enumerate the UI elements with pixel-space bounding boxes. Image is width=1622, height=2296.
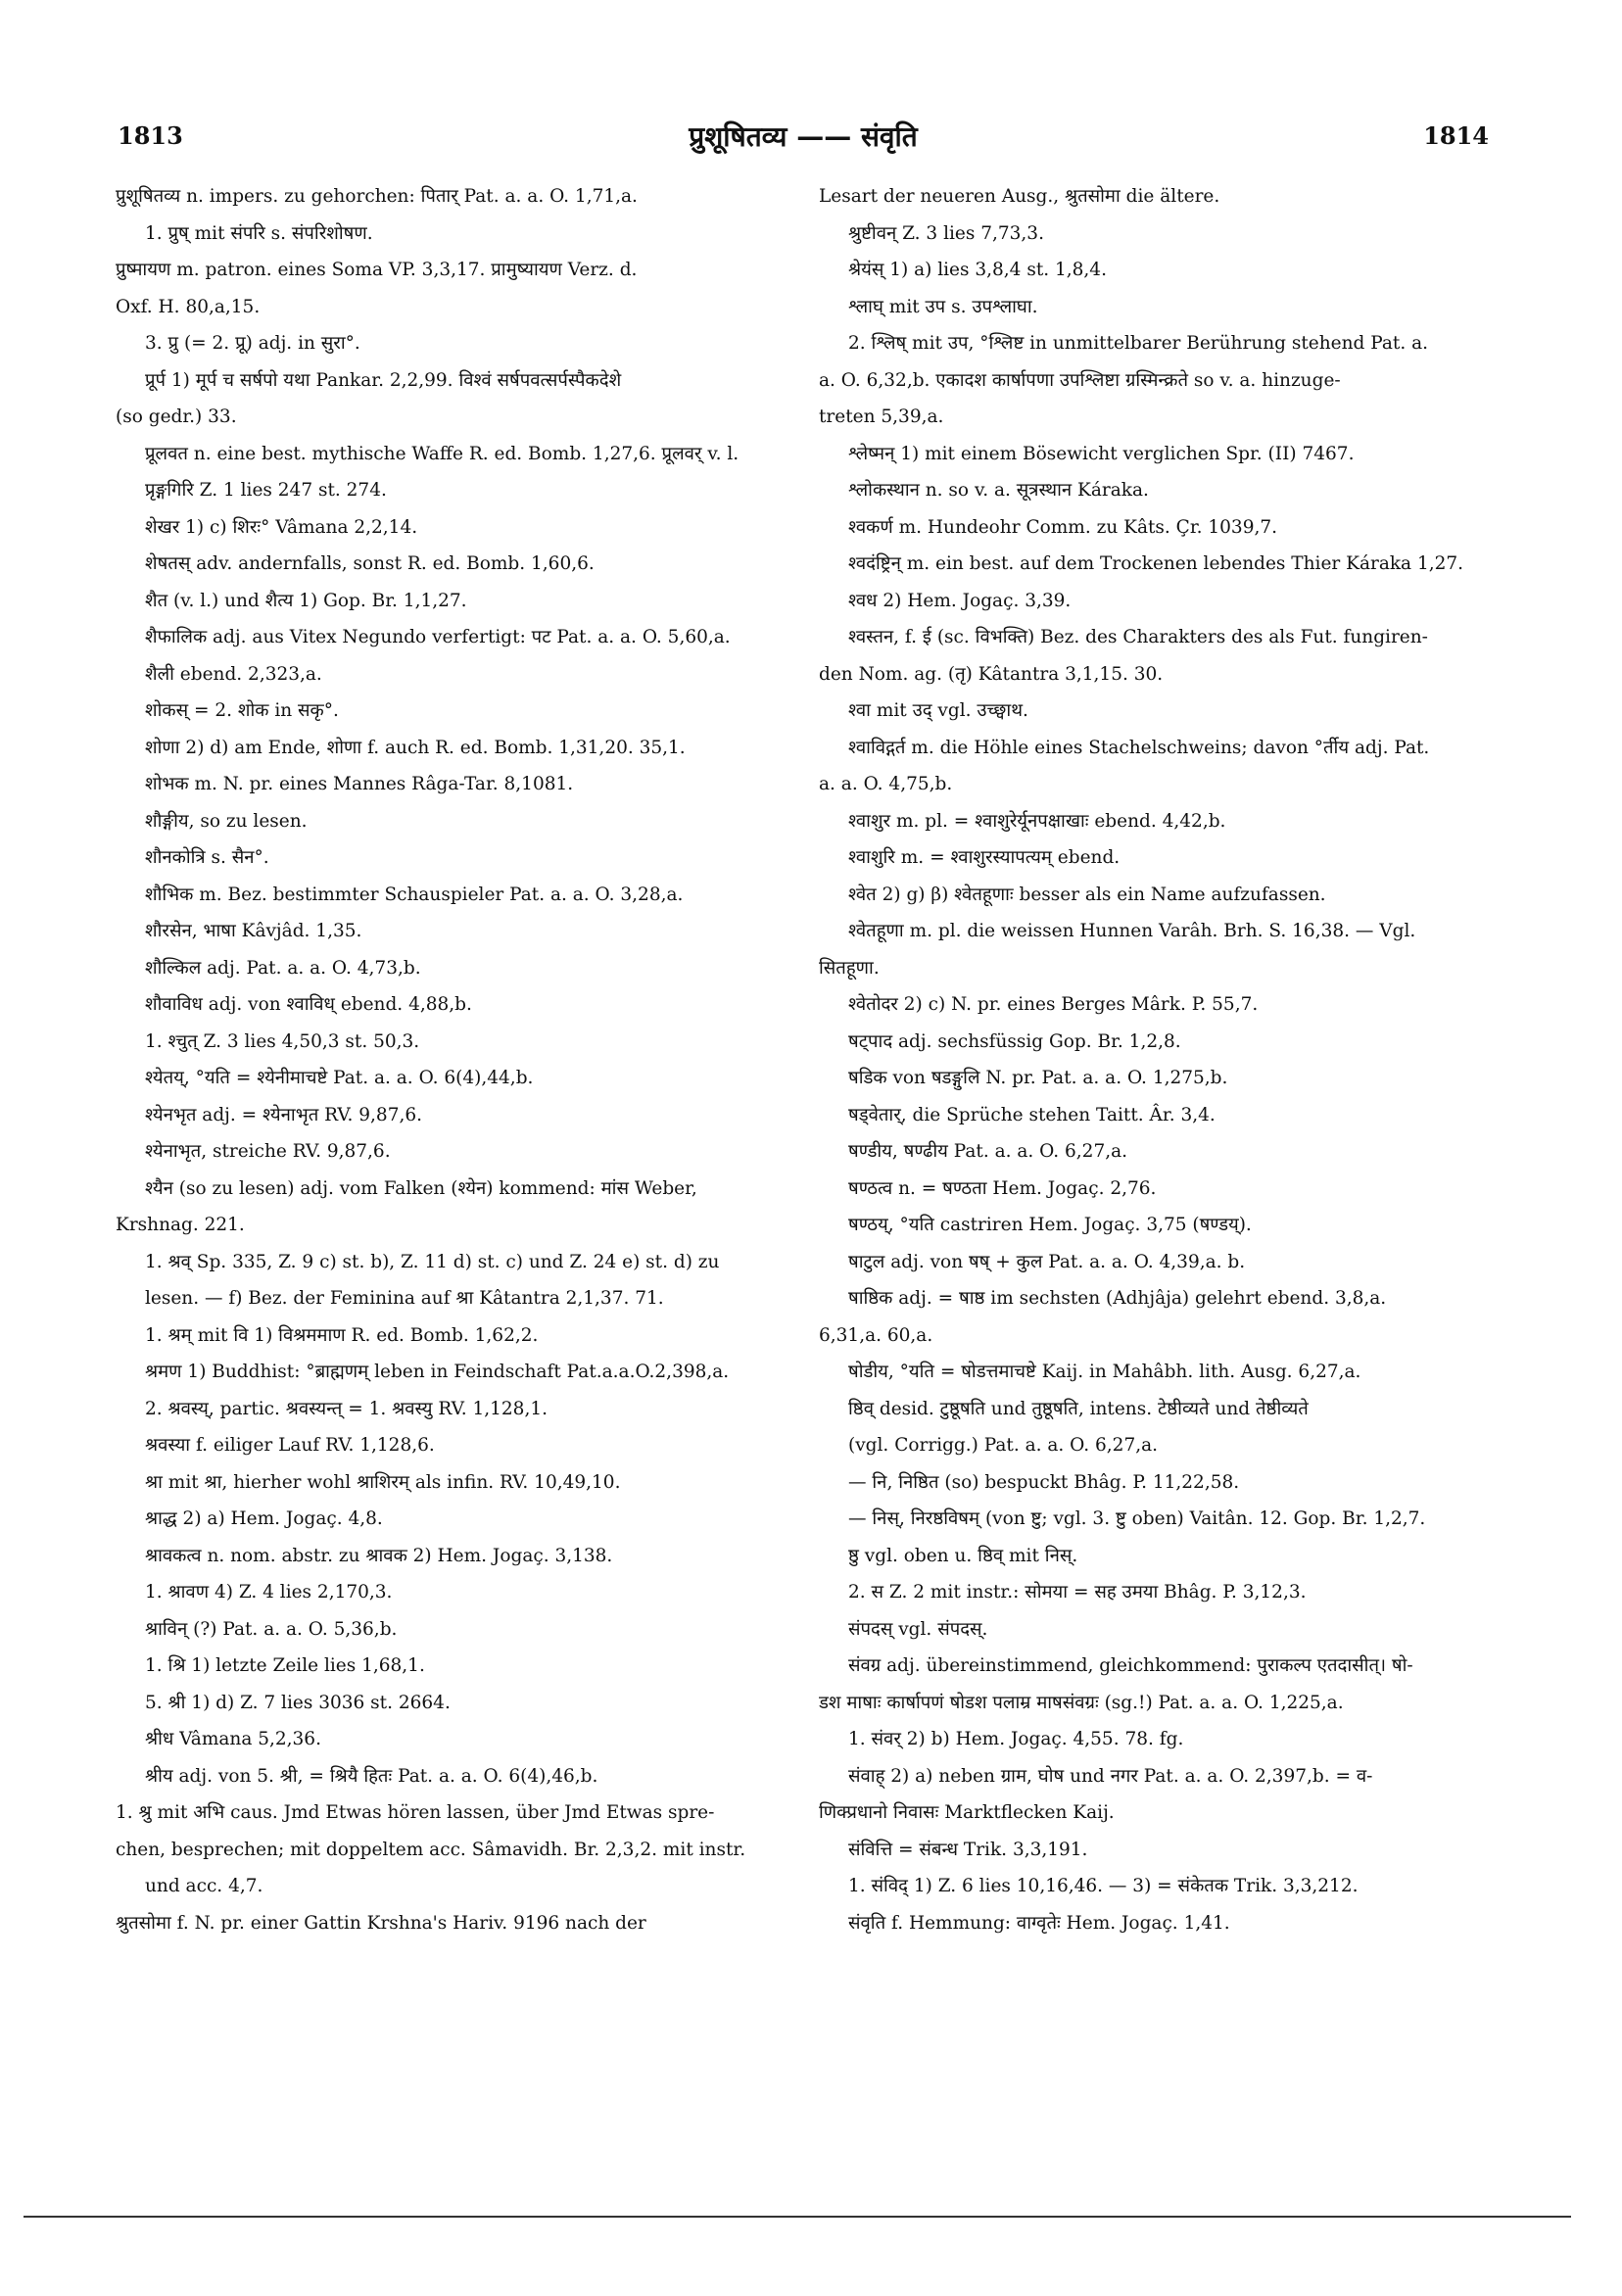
dictionary-line: श्रीध Vâmana 5,2,36. [145, 1729, 321, 1749]
dictionary-line: श्राद्ध 2) a) Hem. Jogaç. 4,8. [145, 1508, 383, 1529]
dictionary-line: 6,31,a. 60,a. [819, 1324, 933, 1346]
dictionary-line: (vgl. Corrigg.) Pat. a. a. O. 6,27,a. [848, 1435, 1158, 1456]
dictionary-line: संवाह् 2) a) neben ग्राम, घोष und नगर Pat. a. a. O. 2,397,b. = व- [848, 1765, 1373, 1787]
dictionary-line: श्वाशुर m. pl. = श्वाशुरेर्यूनपक्षाखाः ebend. 4,42,b. [848, 810, 1226, 832]
dictionary-line: Krshnag. 221. [116, 1215, 245, 1235]
dictionary-line: श्येनाभृत, streiche RV. 9,87,6. [145, 1141, 391, 1162]
dictionary-line: Lesart der neueren Ausg., श्रुतसोमा die ältere. [819, 186, 1220, 207]
dictionary-line: श्रुष्टीवन् Z. 3 lies 7,73,3. [848, 222, 1044, 244]
running-head: प्रुशूषितव्य —— संवृति [689, 120, 918, 153]
dictionary-line: Oxf. H. 80,a,15. [116, 296, 261, 317]
dictionary-line: श्राविन् (?) Pat. a. a. O. 5,36,b. [145, 1618, 398, 1640]
dictionary-line: षाटुल adj. von षष् + कुल Pat. a. a. O. 4,39,a. b. [848, 1251, 1246, 1272]
dictionary-line: a. O. 6,32,b. एकादश कार्षापणा उपश्लिष्टा ग्रस्मिन्क्रते so v. a. hinzuge- [819, 369, 1341, 391]
dictionary-line: und acc. 4,7. [145, 1876, 263, 1896]
dictionary-line: श्वा mit उद् vgl. उच्छ्वाथ. [848, 700, 1028, 721]
dictionary-line: श्वेतोदर 2) c) N. pr. eines Berges Mârk. P. 55,7. [848, 994, 1259, 1015]
dictionary-line: श्येनभृत adj. = श्येनाभृत RV. 9,87,6. [145, 1104, 423, 1125]
dictionary-line: a. a. O. 4,75,b. [819, 774, 953, 794]
dictionary-line: den Nom. ag. (तृ) Kâtantra 3,1,15. 30. [819, 663, 1164, 685]
dictionary-line: ष्ठिव् desid. टुष्ठूषति und तुष्ठूषति, intens. टेष्ठीव्यते und तेष्ठीव्यते [848, 1398, 1309, 1419]
dictionary-line: प्रूलवत n. eine best. mythische Waffe R. ed. Bomb. 1,27,6. प्रूलवर् v. l. [145, 443, 739, 464]
dictionary-line: श्लाघ् mit उप s. उपश्लाघा. [848, 296, 1038, 317]
dictionary-line: (so gedr.) 33. [116, 407, 237, 427]
dictionary-line: 1. श्चुत् Z. 3 lies 4,50,3 st. 50,3. [145, 1030, 420, 1052]
dictionary-line: chen, besprechen; mit doppeltem acc. Sâmavidh. Br. 2,3,2. mit instr. [116, 1839, 746, 1860]
dictionary-line: श्लेष्मन् 1) mit einem Bösewicht verglichen Spr. (II) 7467. [848, 443, 1355, 464]
dictionary-line: 3. प्रु (= 2. प्रू) adj. in सुरा°. [145, 333, 360, 354]
dictionary-line: 1. संवर् 2) b) Hem. Jogaç. 4,55. 78. fg. [848, 1729, 1184, 1749]
bottom-rule [24, 2216, 1571, 2218]
dictionary-line: श्रावकत्व n. nom. abstr. zu श्रावक 2) Hem. Jogaç. 3,138. [145, 1545, 613, 1566]
dictionary-line: संवित्ति = संबन्ध Trik. 3,3,191. [848, 1839, 1088, 1860]
dictionary-line: षाष्ठिक adj. = षाष्ठ im sechsten (Adhjâja) gelehrt ebend. 3,8,a. [848, 1288, 1387, 1309]
dictionary-line: प्रुष्मायण m. patron. eines Soma VP. 3,3,17. प्रामुष्यायण Verz. d. [116, 260, 638, 280]
dictionary-line: शौरसेन, भाषा Kâvjâd. 1,35. [145, 921, 362, 941]
dictionary-line: षट्पाद adj. sechsfüssig Gop. Br. 1,2,8. [848, 1030, 1181, 1052]
page-number-left: 1813 [118, 121, 183, 150]
dictionary-line: षण्ठय्, °यति castriren Hem. Jogaç. 3,75 (षण्डय्). [848, 1215, 1252, 1235]
dictionary-line: 1. श्रम् mit वि 1) विश्रममाण R. ed. Bomb. 1,62,2. [145, 1324, 539, 1346]
dictionary-line: श्लोकस्थान n. so v. a. सूत्रस्थान Káraka. [848, 480, 1149, 501]
dictionary-line: शौवाविध adj. von श्वाविध् ebend. 4,88,b. [145, 994, 472, 1015]
dictionary-line: णिक्प्रधानो निवासः Marktflecken Kaij. [819, 1802, 1115, 1823]
dictionary-line: ष्ठु vgl. oben u. ष्ठिव् mit निस्. [848, 1545, 1078, 1566]
dictionary-line: 1. प्रुष् mit संपरि s. संपरिशोषण. [145, 222, 373, 244]
dictionary-line: 1. श्रु mit अभि caus. Jmd Etwas hören lassen, über Jmd Etwas spre- [116, 1802, 715, 1823]
dictionary-line: श्रीय adj. von 5. श्री, = श्रियै हितः Pat. a. a. O. 6(4),46,b. [145, 1765, 598, 1787]
dictionary-line: 1. संविद् 1) Z. 6 lies 10,16,46. — 3) = संकेतक Trik. 3,3,212. [848, 1876, 1359, 1896]
dictionary-line: शेखर 1) c) शिरः° Vâmana 2,2,14. [145, 516, 418, 538]
dictionary-line: — नि, निष्ठित (so) bespuckt Bhâg. P. 11,22,58. [848, 1471, 1240, 1493]
dictionary-line: श्वाशुरि m. = श्वाशुरस्यापत्यम् ebend. [848, 847, 1121, 868]
dictionary-line: प्रूर्प 1) मूर्प च सर्षपो यथा Pankar. 2,2,99. विश्वं सर्षपवत्सर्पस्पैकदेशे [145, 369, 622, 391]
dictionary-line: 2. श्रवस्य्, partic. श्रवस्यन्त् = 1. श्रवस्यु RV. 1,128,1. [145, 1398, 548, 1419]
dictionary-line: षण्ठत्व n. = षण्ठता Hem. Jogaç. 2,76. [848, 1177, 1157, 1199]
dictionary-line: 1. श्रव् Sp. 335, Z. 9 c) st. b), Z. 11 d) st. c) und Z. 24 e) st. d) zu [145, 1251, 720, 1272]
dictionary-line: शैली ebend. 2,323,a. [145, 663, 322, 685]
dictionary-line: श्येतय्, °यति = श्येनीमाचष्टे Pat. a. a. O. 6(4),44,b. [145, 1068, 534, 1088]
dictionary-line: शौभिक m. Bez. bestimmter Schauspieler Pat. a. a. O. 3,28,a. [145, 884, 684, 905]
dictionary-line: 2. स Z. 2 mit instr.: सोमया = सह उमया Bhâg. P. 3,12,3. [848, 1582, 1307, 1602]
dictionary-line: शौनकोत्रि s. सैन°. [145, 847, 269, 868]
dictionary-line: प्रृङ्गगिरि Z. 1 lies 247 st. 274. [145, 480, 387, 501]
dictionary-line: शोणा 2) d) am Ende, शोणा f. auch R. ed. Bomb. 1,31,20. 35,1. [145, 737, 686, 758]
dictionary-line: षडिक von षडङ्गुलि N. pr. Pat. a. a. O. 1,275,b. [848, 1068, 1228, 1088]
dictionary-line: संवग्र adj. übereinstimmend, gleichkommend: पुराकल्प एतदासीत्। षो- [848, 1655, 1413, 1676]
dictionary-line: 1. श्रावण 4) Z. 4 lies 2,170,3. [145, 1582, 393, 1602]
dictionary-line: श्वेत 2) g) β) श्वेतहूणाः besser als ein Name aufzufassen. [848, 884, 1326, 905]
dictionary-line: lesen. — f) Bez. der Feminina auf श्रा Kâtantra 2,1,37. 71. [145, 1288, 664, 1309]
dictionary-line: शैफालिक adj. aus Vitex Negundo verfertigt: पट Pat. a. a. O. 5,60,a. [145, 627, 731, 647]
dictionary-line: श्वदंष्ट्रिन् m. ein best. auf dem Trockenen lebendes Thier Káraka 1,27. [848, 553, 1464, 574]
dictionary-line: षण्डीय, षण्ढीय Pat. a. a. O. 6,27,a. [848, 1141, 1128, 1162]
dictionary-line: 1. श्रि 1) letzte Zeile lies 1,68,1. [145, 1655, 425, 1676]
dictionary-line: श्रेयंस् 1) a) lies 3,8,4 st. 1,8,4. [848, 260, 1107, 280]
page-number-right: 1814 [1423, 121, 1489, 150]
dictionary-line: षड्वेतार्, die Sprüche stehen Taitt. Âr. 3,4. [848, 1104, 1216, 1125]
left-column [116, 178, 782, 1941]
dictionary-line: शौल्किल adj. Pat. a. a. O. 4,73,b. [145, 957, 421, 979]
dictionary-line: सितहूणा. [819, 957, 880, 979]
dictionary-line: शेषतस् adv. andernfalls, sonst R. ed. Bomb. 1,60,6. [145, 553, 595, 574]
dictionary-line: शोभक m. N. pr. eines Mannes Râga-Tar. 8,1081. [145, 774, 574, 794]
dictionary-line: श्रमण 1) Buddhist: °ब्राह्मणम् leben in Feindschaft Pat.a.a.O.2,398,a. [145, 1362, 730, 1382]
dictionary-line: श्यैन (so zu lesen) adj. vom Falken (श्येन) kommend: मांस Weber, [145, 1177, 697, 1199]
dictionary-line: संपदस् vgl. संपदस्. [848, 1618, 988, 1640]
dictionary-line: डश माषाः कार्षापणं षोडश पलाम्र माषसंवग्रः (sg.!) Pat. a. a. O. 1,225,a. [819, 1692, 1344, 1713]
dictionary-line: श्वकर्ण m. Hundeohr Comm. zu Kâts. Çr. 1039,7. [848, 516, 1278, 538]
dictionary-line: षोडीय, °यति = षोडत्तमाचष्टे Kaij. in Mahâbh. lith. Ausg. 6,27,a. [848, 1362, 1361, 1382]
dictionary-line: श्वाविद्गर्त m. die Höhle eines Stachelschweins; davon °र्तीय adj. Pat. [848, 737, 1430, 758]
dictionary-line: शोकस् = 2. शोक in सकृ°. [145, 700, 339, 721]
dictionary-line: श्रुतसोमा f. N. pr. einer Gattin Krshna's Hariv. 9196 nach der [116, 1912, 646, 1934]
dictionary-line: श्रवस्या f. eiliger Lauf RV. 1,128,6. [145, 1435, 435, 1456]
dictionary-line: 2. श्लिष् mit उप, °श्लिष्ट in unmittelbarer Berührung stehend Pat. a. [848, 333, 1428, 354]
dictionary-line: श्वध 2) Hem. Jogaç. 3,39. [848, 590, 1072, 611]
dictionary-line: 5. श्री 1) d) Z. 7 lies 3036 st. 2664. [145, 1692, 451, 1713]
dictionary-line: — निस्, निरष्ठविषम् (von ष्टु; vgl. 3. ष्टु oben) Vaitân. 12. Gop. Br. 1,2,7. [848, 1508, 1426, 1529]
dictionary-line: प्रुशूषितव्य n. impers. zu gehorchen: पितार् Pat. a. a. O. 1,71,a. [116, 186, 638, 207]
page-header [118, 118, 1489, 157]
right-column [819, 178, 1485, 1941]
dictionary-line: treten 5,39,a. [819, 407, 944, 427]
dictionary-line: श्रा mit श्रा, hierher wohl श्राशिरम् als infin. RV. 10,49,10. [145, 1471, 621, 1493]
dictionary-line: शौङ्गीय, so zu lesen. [145, 810, 308, 832]
dictionary-line: श्वस्तन, f. ई (sc. विभक्ति) Bez. des Charakters des als Fut. fungiren- [848, 627, 1428, 647]
dictionary-line: श्वेतहूणा m. pl. die weissen Hunnen Varâh. Brh. S. 16,38. — Vgl. [848, 921, 1416, 941]
dictionary-line: संवृति f. Hemmung: वाग्वृतेः Hem. Jogaç. 1,41. [848, 1912, 1230, 1934]
dictionary-line: शैत (v. l.) und शैत्य 1) Gop. Br. 1,1,27. [145, 590, 467, 611]
